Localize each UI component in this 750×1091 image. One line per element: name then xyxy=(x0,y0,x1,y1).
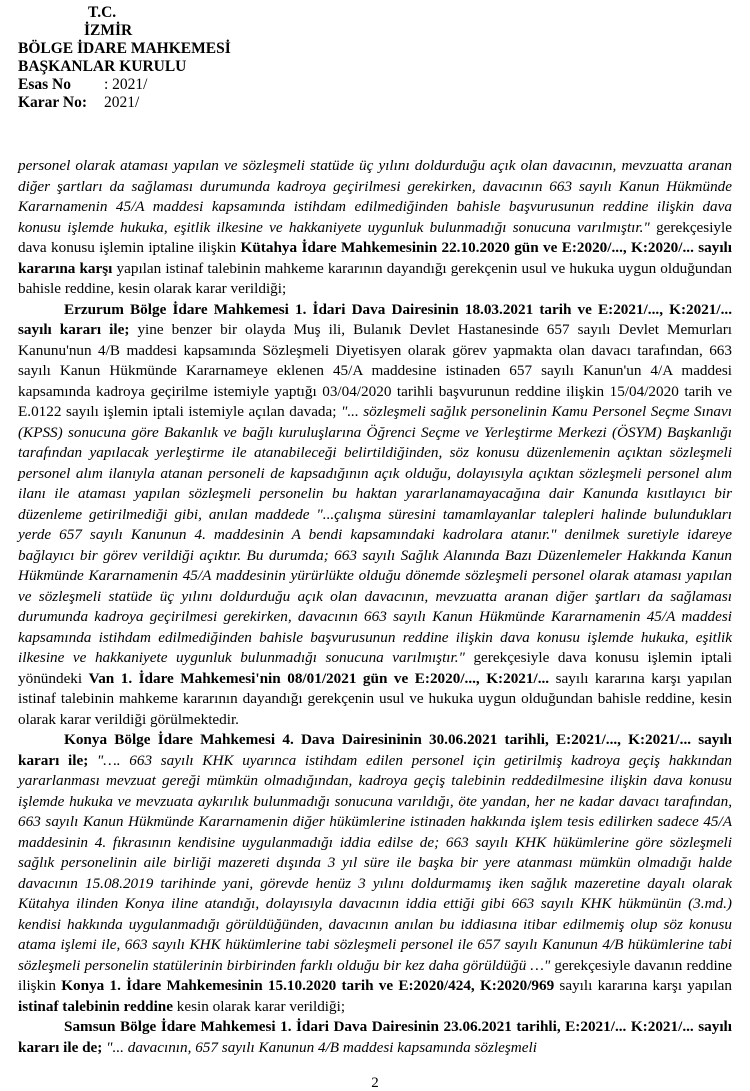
document-body xyxy=(18,156,732,1058)
karar-label: Karar No: xyxy=(18,94,88,111)
text-segment: "... sözleşmeli sağlık personelinin Kamu Personel Seçme Sınavı (KPSS) sonucuna göre Bakanlık ve bağlı kuruluşlarına Öğrenci Seçme ve Yerleştirme Merkezi (ÖSYM) Başkanlığı tarafından yapılacak yerleştirme ile atanabileceği belirtildiğinden, söz konusu düzenlemenin açıktan sözleşmeli personel alım ilanıyla atanan personeli de kapsadığının açık olduğu, dolayısıyla açıktan sözleşmeli personel alım ilanı ile ataması yapılan sözleşmeli personelin bu haktan yararlanamayacağına dair Kanunda kısıtlayıcı bir düzenleme getirilmediği gibi, anılan maddede "...çalışma süresini tamamlayanlar talepleri halinde bulundukları yerde 657 sayılı Kanunun 4. maddesinin A bendi kapsamındaki kadrolara atanır." denilmek suretiyle idareye bağlayıcı bir görev verildiği açıktır. Bu durumda; 663 sayılı Sağlık Alanında Bazı Düzenlemeler Hakkında Kanun Hükmünde Kararnamenin 45/A maddesinin yürürlükte olduğu dönemde sözleşmeli personel olarak ataması yapılan ve sözleşmeli statüde üç yılını doldurduğu açık olan davacının, mevzuatta aranan diğer şartları da sağlaması durumunda kadroya geçirilmesi gerekirken, davacının 663 sayılı Kanun Hükmünde Kararnamenin 45/A maddesi kapsamında istihdam edilmediğinden bahisle başvurusunun reddine ilişkin dava konusu işlemde hukuka, eşitlik ilkesine ve hakkaniyete uygunluk bulunmadığı sonucuna varılmıştır." xyxy=(18,403,732,666)
header-court: BÖLGE İDARE MAHKEMESİ xyxy=(18,40,231,57)
esas-row xyxy=(18,76,231,94)
text-segment: sayılı kararına karşı yapılan istinaf talebinin mahkeme kararının dayandığı gerekçenin usul ve hukuka uygun olduğundan bahisle reddine, kesin olarak karar verildiği görülmektedir. xyxy=(18,669,732,728)
esas-value: : 2021/ xyxy=(104,76,148,93)
header-tc: T.C. xyxy=(88,4,117,21)
esas-label: Esas No xyxy=(18,76,71,93)
text-segment: gerekçesiyle dava konusu işlemin iptali yönündeki xyxy=(18,649,732,687)
text-segment: "…. 663 sayılı KHK uyarınca istihdam edilen personel için getirilmiş kadroya geçiş hakkından yararlanması mevzuat gereği mümkün olmadığından, kadroya geçiş talebinin reddedilmesine ilişkin dava konusu işlemde hukuka ve mevzuata aykırılık bulunmadığı sonucuna varıldığı, öte yandan, her ne kadar davacı tarafından, 663 sayılı Kanun Hükmünde Kararnamenin diğer hükümlerine istinaden hakkında işlem tesis edilirken sadece 45/A maddesinin 4. fıkrasının kendisine uygulanmadığı iddia edilse de; 663 sayılı KHK hükümlerine göre sözleşmeli sağlık personelinin aile birliği mazereti dışında 3 yıl süre ile başka bir yere atanması mümkün olmadığı halde davacının 15.08.2019 tarihinde yani, görevde henüz 3 yılını doldurmamış iken sağlık mazeretine dayalı olarak Kütahya ilinden Konya iline atandığı, dolayısıyla davacının iddia ettiği gibi 663 sayılı KHK hükmünün (3.md.) kendisi hakkında uygulanmadığı görüldüğünden, davacının anılan bu iddiasına itibar edilmemiş olup söz konusu atama işlemi ile, 663 sayılı KHK hükümlerine tabi sözleşmeli personel ile 657 sayılı Kanunun 4/B hükümlerine tabi sözleşmeli personelin statülerinin birbirinden farklı olduğu bir kez daha görüldüğü …" xyxy=(18,751,732,974)
text-segment: personel olarak ataması yapılan ve sözleşmeli statüde üç yılını doldurduğu açık olan davacının, mevzuatta aranan diğer şartları da sağlaması durumunda kadroya geçirilmesi gerekirken, davacının 663 sayılı Kanun Hükmünde Kararnamenin 45/A maddesi kapsamında istihdam edilmediğinden bahisle başvurusunun reddine ilişkin dava konusu işlemde hukuka, eşitlik ilkesine ve hakkaniyete uygunluk bulunmadığı sonucuna varılmıştır." xyxy=(18,157,732,236)
text-segment: Van 1. İdare Mahkemesi'nin 08/01/2021 gün ve E:2020/..., K:2021/... xyxy=(88,669,550,687)
text-segment: Konya Bölge İdare Mahkemesi 4. Dava Dairesininin 30.06.2021 tarihli, E:2021/..., K:2021/... sayılı kararı ile; xyxy=(18,731,732,769)
text-segment: Erzurum Bölge İdare Mahkemesi 1. İdari Dava Dairesinin 18.03.2021 tarih ve E:2021/..., K:2021/... sayılı kararı ile; xyxy=(18,300,732,338)
header-city: İZMİR xyxy=(84,22,133,39)
text-segment: gerekçesiyle davanın reddine ilişkin xyxy=(18,956,732,994)
paragraph-3 xyxy=(18,730,732,1017)
document-header xyxy=(18,4,231,112)
text-segment: Kütahya İdare Mahkemesinin 22.10.2020 gün ve E:2020/..., K:2020/... sayılı kararına karşı xyxy=(18,239,732,277)
text-segment: gerekçesiyle dava konusu işlemin iptaline ilişkin xyxy=(18,218,732,256)
text-segment: istinaf talebinin reddine xyxy=(18,997,173,1015)
paragraph-1 xyxy=(18,156,732,300)
karar-row xyxy=(18,94,231,112)
text-segment: kesin olarak karar verildiği; xyxy=(173,997,346,1015)
text-segment: sayılı kararına karşı yapılan xyxy=(554,977,732,994)
text-segment: Konya 1. İdare Mahkemesinin 15.10.2020 tarih ve E:2020/424, K:2020/969 xyxy=(61,977,555,994)
karar-value: 2021/ xyxy=(104,94,140,111)
text-segment: yapılan istinaf talebinin mahkeme kararının dayandığı gerekçenin usul ve hukuka uygun olduğundan bahisle reddine, kesin olarak karar verildiği; xyxy=(18,259,732,297)
text-segment: yine benzer bir olayda Muş ili, Bulanık Devlet Hastanesinde 657 sayılı Devlet Memurları Kanunu'nun 4/B maddesi kapsamında Sözleşmeli Diyetisyen olarak görev yapmakta olan davacı tarafından, 663 sayılı Kanun Hükmünde Kararnameye eklenen 45/A maddesine istinaden 657 sayılı Kanun'un 4/A maddesi kapsamında kadroya geçirilme istemiyle yaptığı 03/04/2020 tarihli başvurunun reddine ilişkin 15/04/2020 tarih ve E.0122 sayılı işlemin iptali istemiyle açılan davada; xyxy=(18,321,732,420)
page-number: 2 xyxy=(371,1075,379,1091)
paragraph-4 xyxy=(18,1017,732,1058)
paragraph-2 xyxy=(18,300,732,731)
header-board: BAŞKANLAR KURULU xyxy=(18,58,187,75)
text-segment: Samsun Bölge İdare Mahkemesi 1. İdari Dava Dairesinin 23.06.2021 tarihli, E:2021/... K:2021/... sayılı kararı ile de; xyxy=(18,1018,732,1056)
text-segment: "... davacının, 657 sayılı Kanunun 4/B maddesi kapsamında sözleşmeli xyxy=(102,1038,537,1056)
